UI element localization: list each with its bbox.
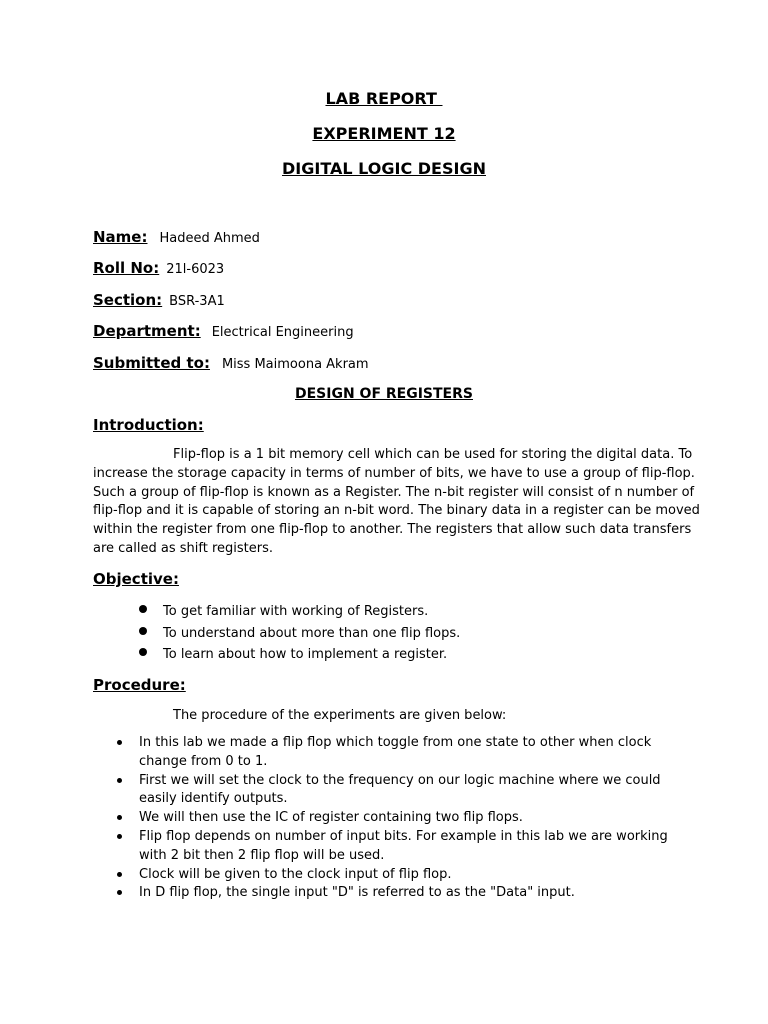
section-value: BSR-3A1 [169, 294, 225, 309]
procedure-text: First we will set the clock to the frequency on our logic machine where we could [139, 772, 661, 788]
objective-text: To learn about how to implement a register. [163, 647, 448, 662]
introduction-line: are called as shift registers. [93, 540, 273, 556]
submitted-field [93, 353, 369, 375]
section-label: Section: [93, 291, 163, 309]
introduction-paragraph [93, 446, 700, 559]
design-heading: DESIGN OF REGISTERS [294, 386, 473, 402]
list-item [115, 884, 675, 903]
procedure-text: In D flip flop, the single input "D" is referred to as the "Data" input. [139, 885, 575, 901]
name-field [93, 227, 260, 249]
course-title: DIGITAL LOGIC DESIGN [282, 159, 486, 178]
introduction-line: Flip-flop is a 1 bit memory cell which can be used for storing the digital data. To [173, 447, 693, 462]
section-field [93, 290, 225, 312]
list-item [115, 828, 675, 866]
submitted-value: Miss Maimoona Akram [221, 357, 369, 372]
list-item [135, 623, 460, 645]
report-title: LAB REPORT [325, 89, 443, 108]
bullet-icon [117, 778, 122, 783]
list-item [135, 644, 460, 666]
objective-text: To understand about more than one flip flops. [163, 625, 461, 641]
procedure-list [115, 734, 675, 903]
bullet-icon [117, 834, 122, 839]
department-value: Electrical Engineering [211, 325, 354, 340]
bullet-icon [117, 815, 122, 820]
bullet-icon [139, 605, 147, 613]
roll-field [93, 258, 224, 280]
department-field [93, 321, 354, 343]
bullet-icon [117, 890, 122, 895]
introduction-line: Such a group of flip-flop is known as a Register. The n-bit register will consist of n number of [93, 484, 695, 500]
list-item [115, 772, 675, 810]
procedure-text: change from 0 to 1. [139, 753, 268, 769]
bullet-icon [117, 872, 122, 877]
procedure-intro: The procedure of the experiments are given below: [173, 708, 507, 723]
bullet-icon [117, 740, 122, 745]
name-value: Hadeed Ahmed [159, 231, 260, 246]
bullet-icon [139, 627, 147, 635]
procedure-text: In this lab we made a flip flop which toggle from one state to other when clock [139, 735, 652, 750]
procedure-text: Flip flop depends on number of input bits. For example in this lab we are working [139, 828, 668, 844]
procedure-text: Clock will be given to the clock input of flip flop. [139, 866, 452, 882]
bullet-icon [139, 648, 147, 656]
list-item [115, 809, 675, 828]
objective-list [135, 601, 460, 666]
introduction-line: flip-flop and it is capable of storing an n-bit word. The binary data in a register can be moved [93, 503, 700, 519]
objective-heading: Objective: [93, 570, 179, 588]
experiment-title: EXPERIMENT 12 [312, 124, 456, 143]
procedure-heading: Procedure: [93, 676, 186, 694]
introduction-line: within the register from one flip-flop to another. The registers that allow such data transfers [93, 522, 692, 538]
introduction-line: increase the storage capacity in terms of number of bits, we have to use a group of flip-flop. [93, 465, 695, 481]
introduction-heading: Introduction: [93, 416, 204, 434]
roll-label: Roll No: [93, 259, 160, 277]
list-item [135, 601, 460, 623]
objective-text: To get familiar with working of Registers. [163, 604, 429, 619]
name-label: Name: [93, 228, 148, 246]
list-item [115, 866, 675, 885]
list-item [115, 734, 675, 772]
department-label: Department: [93, 322, 201, 340]
submitted-label: Submitted to: [93, 354, 210, 372]
procedure-text: easily identify outputs. [139, 791, 288, 807]
procedure-text: with 2 bit then 2 flip flop will be used. [139, 847, 385, 863]
procedure-text: We will then use the IC of register containing two flip flops. [139, 810, 523, 826]
roll-value: 21l-6023 [166, 262, 225, 277]
